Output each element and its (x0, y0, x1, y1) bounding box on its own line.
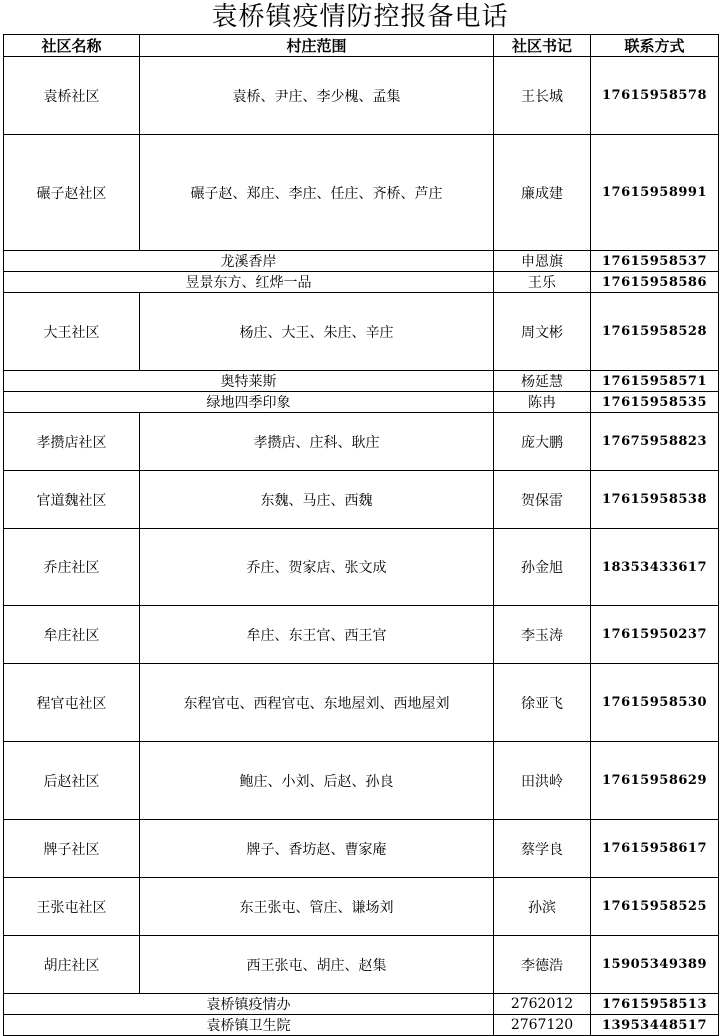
secretary-cell: 王长城 (494, 57, 591, 135)
table-row (4, 135, 719, 251)
secretary-cell: 徐亚飞 (494, 664, 591, 742)
community-name-cell: 孝攒店社区 (4, 413, 140, 471)
secretary-cell: 孙金旭 (494, 529, 591, 606)
community-name-cell: 袁桥社区 (4, 57, 140, 135)
village-range-cell: 乔庄、贺家店、张文成 (140, 529, 494, 606)
header-secretary: 社区书记 (494, 35, 591, 57)
phone-cell: 17615958617 (591, 820, 719, 878)
table-row (4, 272, 719, 293)
community-name-cell: 碾子赵社区 (4, 135, 140, 251)
secretary-cell: 田洪岭 (494, 742, 591, 820)
secretary-cell: 申恩旗 (494, 251, 591, 272)
community-name-cell: 大王社区 (4, 293, 140, 371)
table-row (4, 471, 719, 529)
table-row (4, 994, 719, 1015)
secretary-cell: 廉成建 (494, 135, 591, 251)
secretary-cell: 杨延慧 (494, 371, 591, 392)
table-row (4, 371, 719, 392)
secretary-cell: 周文彬 (494, 293, 591, 371)
phone-cell: 17675958823 (591, 413, 719, 471)
table-row (4, 936, 719, 994)
phone-cell: 17615958586 (591, 272, 719, 293)
secretary-cell: 李玉涛 (494, 606, 591, 664)
community-name-cell: 牟庄社区 (4, 606, 140, 664)
village-range-cell: 鲍庄、小刘、后赵、孙良 (140, 742, 494, 820)
secretary-cell: 蔡学良 (494, 820, 591, 878)
phone-cell: 17615958571 (591, 371, 719, 392)
header-village-range: 村庄范围 (140, 35, 494, 57)
secretary-cell: 孙滨 (494, 878, 591, 936)
phone-cell: 17615958578 (591, 57, 719, 135)
header-community-name: 社区名称 (4, 35, 140, 57)
village-range-cell: 东魏、马庄、西魏 (140, 471, 494, 529)
community-name-cell: 程官屯社区 (4, 664, 140, 742)
span-name-cell: 绿地四季印象 (4, 392, 494, 413)
page-title: 袁桥镇疫情防控报备电话 (211, 2, 509, 32)
phone-cell: 17615950237 (591, 606, 719, 664)
secretary-cell: 王乐 (494, 272, 591, 293)
phone-cell: 17615958513 (591, 994, 719, 1015)
span-name-cell: 袁桥镇卫生院 (4, 1015, 494, 1036)
table-row (4, 413, 719, 471)
header-row (4, 35, 719, 57)
village-range-cell: 东王张屯、管庄、谦场刘 (140, 878, 494, 936)
village-range-cell: 牟庄、东王官、西王官 (140, 606, 494, 664)
table-row (4, 392, 719, 413)
span-name-cell: 袁桥镇疫情办 (4, 994, 494, 1015)
phone-cell: 17615958530 (591, 664, 719, 742)
phone-cell: 18353433617 (591, 529, 719, 606)
table-row (4, 529, 719, 606)
village-range-cell: 牌子、香坊赵、曹家庵 (140, 820, 494, 878)
community-name-cell: 乔庄社区 (4, 529, 140, 606)
table-row (4, 293, 719, 371)
table-row (4, 606, 719, 664)
phone-cell: 17615958537 (591, 251, 719, 272)
phone-cell: 13953448517 (591, 1015, 719, 1036)
phone-cell: 17615958528 (591, 293, 719, 371)
village-range-cell: 碾子赵、郑庄、李庄、任庄、齐桥、芦庄 (140, 135, 494, 251)
secretary-cell: 李德浩 (494, 936, 591, 994)
secretary-cell: 陈冉 (494, 392, 591, 413)
table-row (4, 1015, 719, 1036)
village-range-cell: 东程官屯、西程官屯、东地屋刘、西地屋刘 (140, 664, 494, 742)
village-range-cell: 袁桥、尹庄、李少槐、孟集 (140, 57, 494, 135)
table-row (4, 664, 719, 742)
contact-table (3, 34, 719, 1036)
phone-cell: 17615958991 (591, 135, 719, 251)
span-name-cell: 龙溪香岸 (4, 251, 494, 272)
header-contact: 联系方式 (591, 35, 719, 57)
secretary-cell: 贺保雷 (494, 471, 591, 529)
span-name-cell: 昱景东方、红烨一品 (4, 272, 494, 293)
secretary-cell: 庞大鹏 (494, 413, 591, 471)
secretary-cell: 2767120 (494, 1015, 591, 1036)
span-name-cell: 奥特莱斯 (4, 371, 494, 392)
table-row (4, 820, 719, 878)
phone-cell: 17615958535 (591, 392, 719, 413)
community-name-cell: 牌子社区 (4, 820, 140, 878)
phone-cell: 15905349389 (591, 936, 719, 994)
table-row (4, 742, 719, 820)
village-range-cell: 杨庄、大王、朱庄、辛庄 (140, 293, 494, 371)
community-name-cell: 王张屯社区 (4, 878, 140, 936)
village-range-cell: 孝攒店、庄科、耿庄 (140, 413, 494, 471)
community-name-cell: 官道魏社区 (4, 471, 140, 529)
table-row (4, 251, 719, 272)
table-row (4, 57, 719, 135)
community-name-cell: 后赵社区 (4, 742, 140, 820)
table-row (4, 878, 719, 936)
phone-cell: 17615958525 (591, 878, 719, 936)
secretary-cell: 2762012 (494, 994, 591, 1015)
village-range-cell: 西王张屯、胡庄、赵集 (140, 936, 494, 994)
phone-cell: 17615958538 (591, 471, 719, 529)
phone-cell: 17615958629 (591, 742, 719, 820)
community-name-cell: 胡庄社区 (4, 936, 140, 994)
